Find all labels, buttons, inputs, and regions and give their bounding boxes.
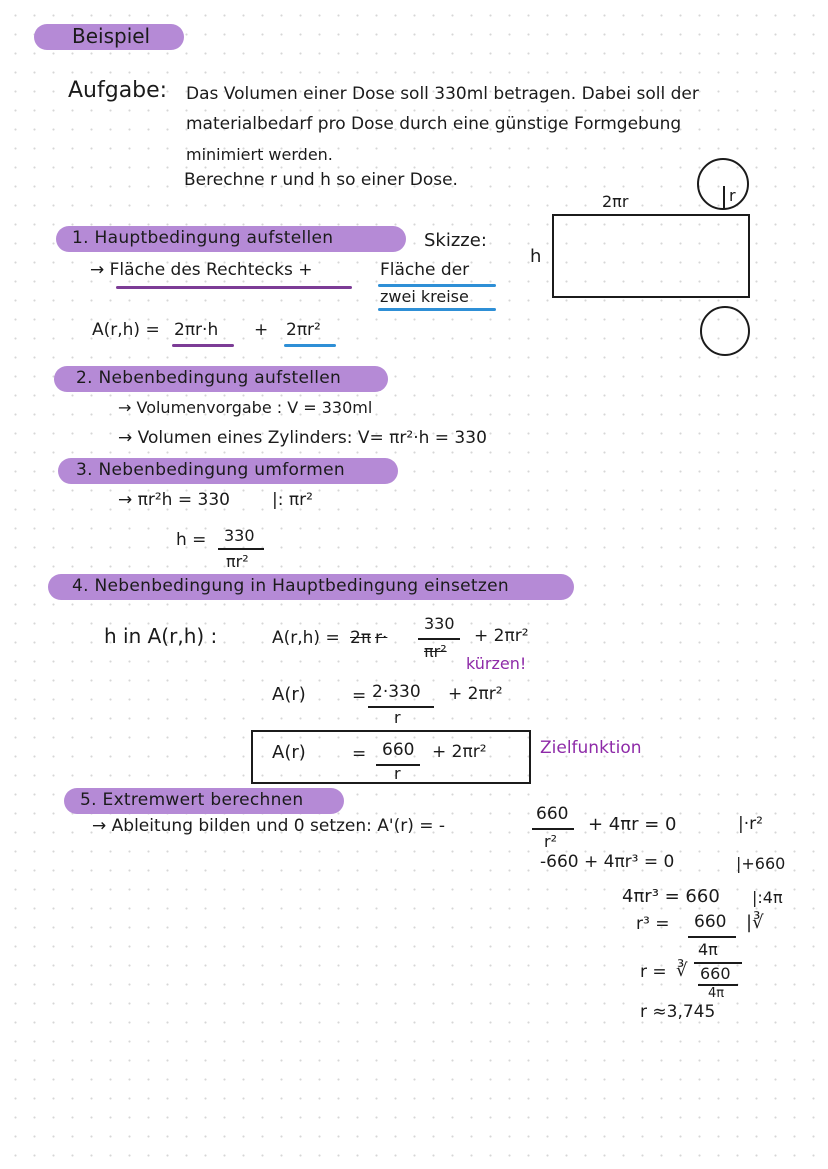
step1-line-a: → Fläche des Rechtecks + <box>90 260 313 280</box>
step4-eq1-rest: + 2πr² <box>474 626 529 646</box>
step2-heading: 2. Nebenbedingung aufstellen <box>76 368 342 388</box>
step4-eq2-num: 2·330 <box>372 682 421 702</box>
step4-eq2-den: r <box>394 708 401 727</box>
step5-line-2: -660 + 4πr³ = 0 <box>540 852 675 872</box>
task-label: Aufgabe: <box>68 78 168 103</box>
step5-line-3: 4πr³ = 660 <box>622 886 720 907</box>
step4-eq1-lhs: A(r,h) = <box>272 628 340 648</box>
step5-line-6: r ≈3,745 <box>640 1002 716 1022</box>
sketch-bottom-circle <box>700 306 750 356</box>
step4-eq2-lhs: A(r) <box>272 684 306 705</box>
task-line-3: minimiert werden. <box>186 145 333 164</box>
step4-note: kürzen! <box>466 654 527 673</box>
step5-line-4-frac-line <box>688 936 736 938</box>
target-function-label: Zielfunktion <box>540 738 642 758</box>
task-line-4: Berechne r und h so einer Dose. <box>184 170 458 190</box>
step4-eq1-num: 330 <box>424 614 455 633</box>
step4-eq2-eq: = <box>352 686 367 706</box>
sketch-circle-label: r <box>729 186 736 205</box>
circle-radius-line <box>723 186 725 208</box>
step5-d-rest: + 4πr = 0 <box>588 814 677 835</box>
step2-line-1: → Volumenvorgabe : V = 330ml <box>118 398 373 417</box>
underline-rectangle <box>116 286 352 289</box>
step4-heading: 4. Nebenbedingung in Hauptbedingung einsetzen <box>72 576 509 596</box>
step5-line-1: → Ableitung bilden und 0 setzen: A'(r) = - <box>92 816 446 836</box>
step1-formula-b: 2πr·h <box>174 320 219 340</box>
underline-formula-d <box>284 344 336 347</box>
step3-line-1: → πr²h = 330 <box>118 490 230 510</box>
step5-d-den: r² <box>544 832 557 851</box>
step5-d-num: 660 <box>536 804 569 824</box>
step3-heading: 3. Nebenbedingung umformen <box>76 460 345 480</box>
task-line-1: Das Volumen einer Dose soll 330ml betragen. Dabei soll der <box>186 84 699 104</box>
step4-eq3-num: 660 <box>382 740 415 760</box>
step3-line-1b: |: πr² <box>272 490 313 510</box>
step4-eq3-lhs: A(r) <box>272 742 306 763</box>
underline-formula-b <box>172 344 234 347</box>
step4-eq3-den: r <box>394 764 401 783</box>
step3-frac-line <box>218 548 264 550</box>
step5-line-5-lhs: r = <box>640 962 667 982</box>
step4-eq2-frac-line <box>368 706 434 708</box>
step1-formula-a: A(r,h) = <box>92 320 160 340</box>
step1-line-c: zwei kreise <box>380 287 469 306</box>
step5-line-5-num: 660 <box>700 964 731 983</box>
step5-line-5-den: 4π <box>708 986 725 1001</box>
step4-eq1-r: r· <box>375 628 388 648</box>
page-title: Beispiel <box>72 24 151 48</box>
sketch-side-label: h <box>530 246 542 267</box>
step5-d-op: |·r² <box>738 814 763 834</box>
underline-circles-bottom <box>378 308 496 311</box>
step4-eq1-frac-line <box>418 638 460 640</box>
step4-eq3-eq: = <box>352 744 367 764</box>
step4-sub-label: h in A(r,h) : <box>104 624 218 648</box>
step5-heading: 5. Extremwert berechnen <box>80 790 304 810</box>
step4-eq3-rest: + 2πr² <box>432 742 487 762</box>
step1-formula-c: + <box>254 320 269 340</box>
step4-eq2-rest: + 2πr² <box>448 684 503 704</box>
step5-line-4-den: 4π <box>698 940 718 959</box>
step5-line-3-op: |:4π <box>752 888 783 907</box>
sketch-top-label: 2πr <box>602 192 629 211</box>
step1-heading: 1. Hauptbedingung aufstellen <box>72 228 334 248</box>
step3-h-num: 330 <box>224 526 255 545</box>
step3-h-den: πr² <box>226 552 249 571</box>
step5-line-5-root: ∛ <box>676 960 688 981</box>
step4-eq1-den: πr² <box>424 642 447 661</box>
step5-line-2-op: |+660 <box>736 854 786 873</box>
sketch-rectangle <box>552 214 750 298</box>
step2-line-2: → Volumen eines Zylinders: V= πr²·h = 330 <box>118 428 487 448</box>
sketch-label: Skizze: <box>424 230 487 251</box>
step5-line-4-lhs: r³ = <box>636 914 670 934</box>
step3-h-lhs: h = <box>176 530 207 550</box>
step4-eq1-strike: 2π <box>350 628 372 648</box>
step5-line-4-num: 660 <box>694 912 727 932</box>
task-line-2: materialbedarf pro Dose durch eine günstige Formgebung <box>186 114 682 134</box>
step5-line-4-op: |∛ <box>746 912 764 933</box>
step5-d-frac-line <box>532 828 574 830</box>
step1-line-b: Fläche der <box>380 260 470 280</box>
step1-formula-d: 2πr² <box>286 320 321 340</box>
